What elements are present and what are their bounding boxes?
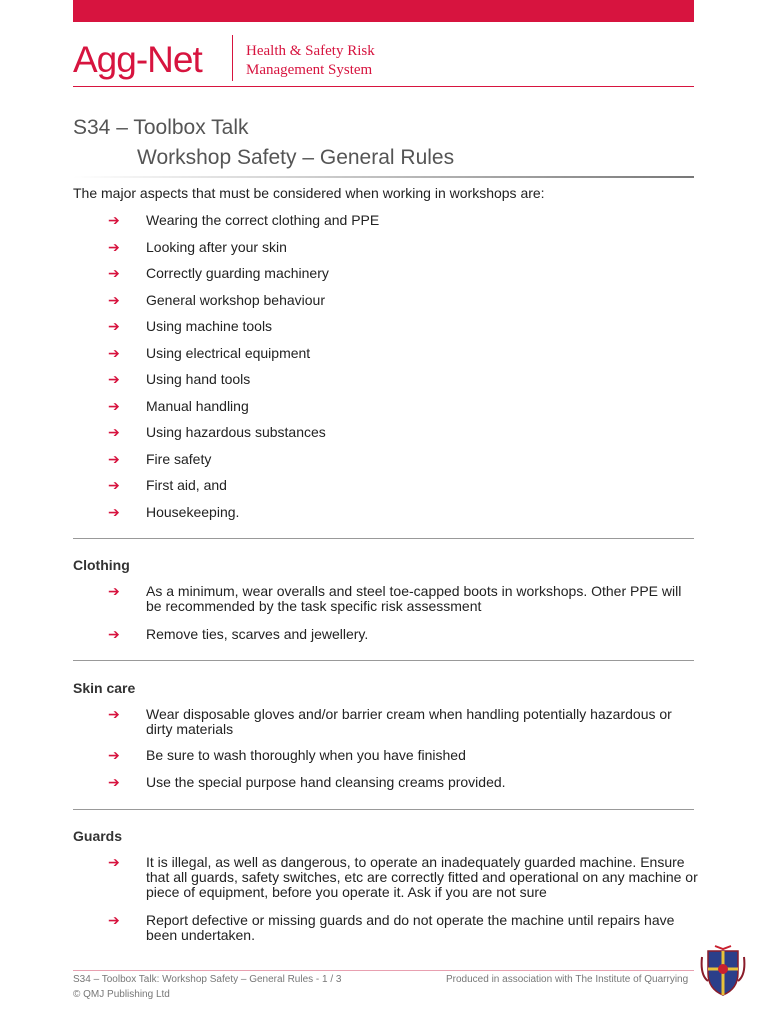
aspects-list <box>108 213 698 531</box>
list-item: ➔ Use the special purpose hand cleansing creams provided. <box>108 774 506 790</box>
aggnet-logo: Agg-Net <box>73 39 202 80</box>
arrow-icon: ➔ <box>108 747 120 763</box>
arrow-icon: ➔ <box>108 503 120 520</box>
arrow-icon: ➔ <box>108 397 120 414</box>
footer-partner-text: Produced in association with The Institute of Quarrying <box>446 974 689 985</box>
section-heading-clothing: Clothing <box>73 557 130 573</box>
list-item: ➔ Be sure to wash thoroughly when you have finished <box>108 747 466 763</box>
footer-copyright: © QMJ Publishing Ltd <box>73 989 170 1000</box>
arrow-icon: ➔ <box>108 774 120 790</box>
section-divider <box>73 660 694 661</box>
list-item: ➔ Using hand tools <box>108 371 251 387</box>
footer-rule <box>73 970 694 971</box>
arrow-icon: ➔ <box>108 706 120 722</box>
arrow-icon: ➔ <box>108 912 120 928</box>
arrow-icon: ➔ <box>108 318 120 334</box>
arrow-icon: ➔ <box>108 371 120 387</box>
arrow-icon: ➔ <box>108 450 120 467</box>
list-item: ➔ Using electrical equipment <box>108 344 311 361</box>
arrow-icon: ➔ <box>108 212 120 228</box>
list-item: ➔ Housekeeping. <box>108 503 240 520</box>
top-accent-bar <box>73 0 694 22</box>
list-item: ➔ Looking after your skin <box>108 238 287 255</box>
arrow-icon: ➔ <box>108 583 120 599</box>
list-item: ➔ Using hazardous substances <box>108 424 326 440</box>
list-item: ➔ As a minimum, wear overalls and steel toe-capped boots in workshops. Other PPE will be recommended by the task specific risk assessment <box>108 583 682 614</box>
arrow-icon: ➔ <box>108 854 120 870</box>
section-heading-skin-care: Skin care <box>73 680 136 696</box>
list-item: ➔ Report defective or missing guards and do not operate the machine until repairs have been undertaken. <box>108 912 675 943</box>
list-item: ➔ Correctly guarding machinery <box>108 265 329 281</box>
arrow-icon: ➔ <box>108 238 120 255</box>
section-divider <box>73 538 694 539</box>
institute-crest-icon <box>700 945 746 997</box>
document-title: S34 – Toolbox Talk <box>73 116 249 139</box>
title-rule <box>73 176 694 178</box>
header-subtitle <box>246 42 375 80</box>
section-heading-guards: Guards <box>73 828 123 844</box>
list-item: ➔ Wear disposable gloves and/or barrier cream when handling potentially hazardous or dirty materials <box>108 706 672 737</box>
guards-list <box>108 855 698 945</box>
arrow-icon: ➔ <box>108 265 120 281</box>
clothing-list <box>108 584 698 653</box>
list-item: ➔ Manual handling <box>108 397 249 414</box>
arrow-icon: ➔ <box>108 344 120 361</box>
document-subtitle: Workshop Safety – General Rules <box>137 146 455 169</box>
list-item: ➔ Remove ties, scarves and jewellery. <box>108 626 369 642</box>
section-divider <box>73 809 694 810</box>
list-item: ➔ General workshop behaviour <box>108 291 325 308</box>
list-item: ➔ First aid, and <box>108 477 227 493</box>
arrow-icon: ➔ <box>108 291 120 308</box>
logo-divider <box>232 35 233 81</box>
list-item: ➔ Fire safety <box>108 450 212 467</box>
arrow-icon: ➔ <box>108 424 120 440</box>
intro-text: The major aspects that must be considered when working in workshops are: <box>73 185 545 201</box>
list-item: ➔ Wearing the correct clothing and PPE <box>108 212 380 228</box>
skin-care-list <box>108 707 698 801</box>
header-rule <box>73 86 694 87</box>
header-subtitle-line2: Management System <box>246 62 373 78</box>
list-item: ➔ Using machine tools <box>108 318 273 334</box>
footer-document-ref: S34 – Toolbox Talk: Workshop Safety – General Rules - 1 / 3 <box>73 974 342 985</box>
arrow-icon: ➔ <box>108 477 120 493</box>
arrow-icon: ➔ <box>108 626 120 642</box>
header-subtitle-line1: Health & Safety Risk <box>246 43 375 59</box>
list-item: ➔ It is illegal, as well as dangerous, to operate an inadequately guarded machine. Ensure that all guards, safety switches, etc are correctly fitted and operational on any machine or piece of equipment, before you operate it. Ask if you are not sure <box>108 854 698 900</box>
